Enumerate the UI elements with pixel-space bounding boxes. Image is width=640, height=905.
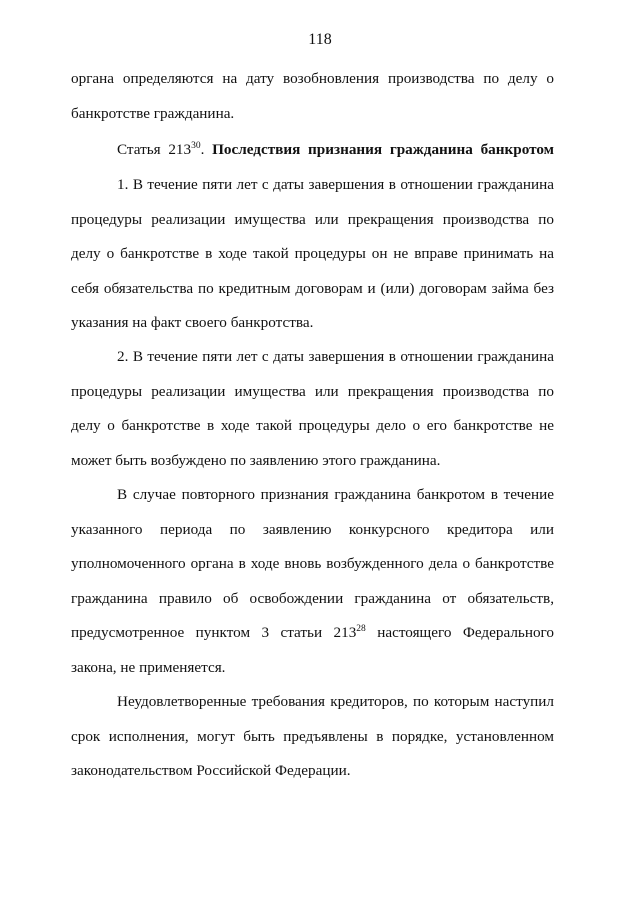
paragraph-1: 1. В течение пяти лет с даты завершения в отношении гражданина процедуры реализации имущества или прекращения производства по делу о банкротстве в ходе такой процедуры он не вправе принимать на себя обязательства по кредитным договорам и (или) договорам займа без указания на факт своего банкротства. [71, 176, 554, 331]
paragraph-3-superscript: 28 [356, 624, 366, 634]
article-title: Последствия признания гражданина банкротом [212, 141, 555, 158]
paragraph-3 [71, 478, 554, 685]
paragraph-1-block [71, 168, 554, 341]
continuation-block [71, 62, 554, 131]
paragraph-3-text-end: настоящего Федерального закона, не применяется. [71, 624, 554, 676]
page-number: 118 [308, 31, 332, 48]
paragraph-2: 2. В течение пяти лет с даты завершения в отношении гражданина процедуры реализации имущества или прекращения производства по делу о банкротстве в ходе такой процедуры дело о его банкротстве не может быть возбуждено по заявлению этого гражданина. [71, 348, 554, 469]
article-dot: . [200, 141, 205, 158]
paragraph-3-block [71, 478, 554, 685]
paragraph-4-block [71, 685, 554, 789]
paragraph-3-text: В случае повторного признания гражданина банкротом в течение указанного периода по заявлению конкурсного кредитора или уполномоченного органа в ходе вновь возбужденного дела о банкротстве гражданина правило об освобождении гражданина от обязательств, предусмотренное пунктом 3 статьи 213 [71, 486, 554, 641]
paragraph-4: Неудовлетворенные требования кредиторов, по которым наступил срок исполнения, могут быть предъявлены в порядке, установленном законодательством Российской Федерации. [71, 693, 554, 779]
article-number-superscript: 30 [191, 141, 201, 151]
paragraph-2-block [71, 340, 554, 478]
article-number: Статья 213 [117, 141, 192, 158]
article-heading [71, 133, 554, 168]
continuation-paragraph: органа определяются на дату возобновления производства по делу о банкротстве гражданина. [71, 70, 554, 122]
